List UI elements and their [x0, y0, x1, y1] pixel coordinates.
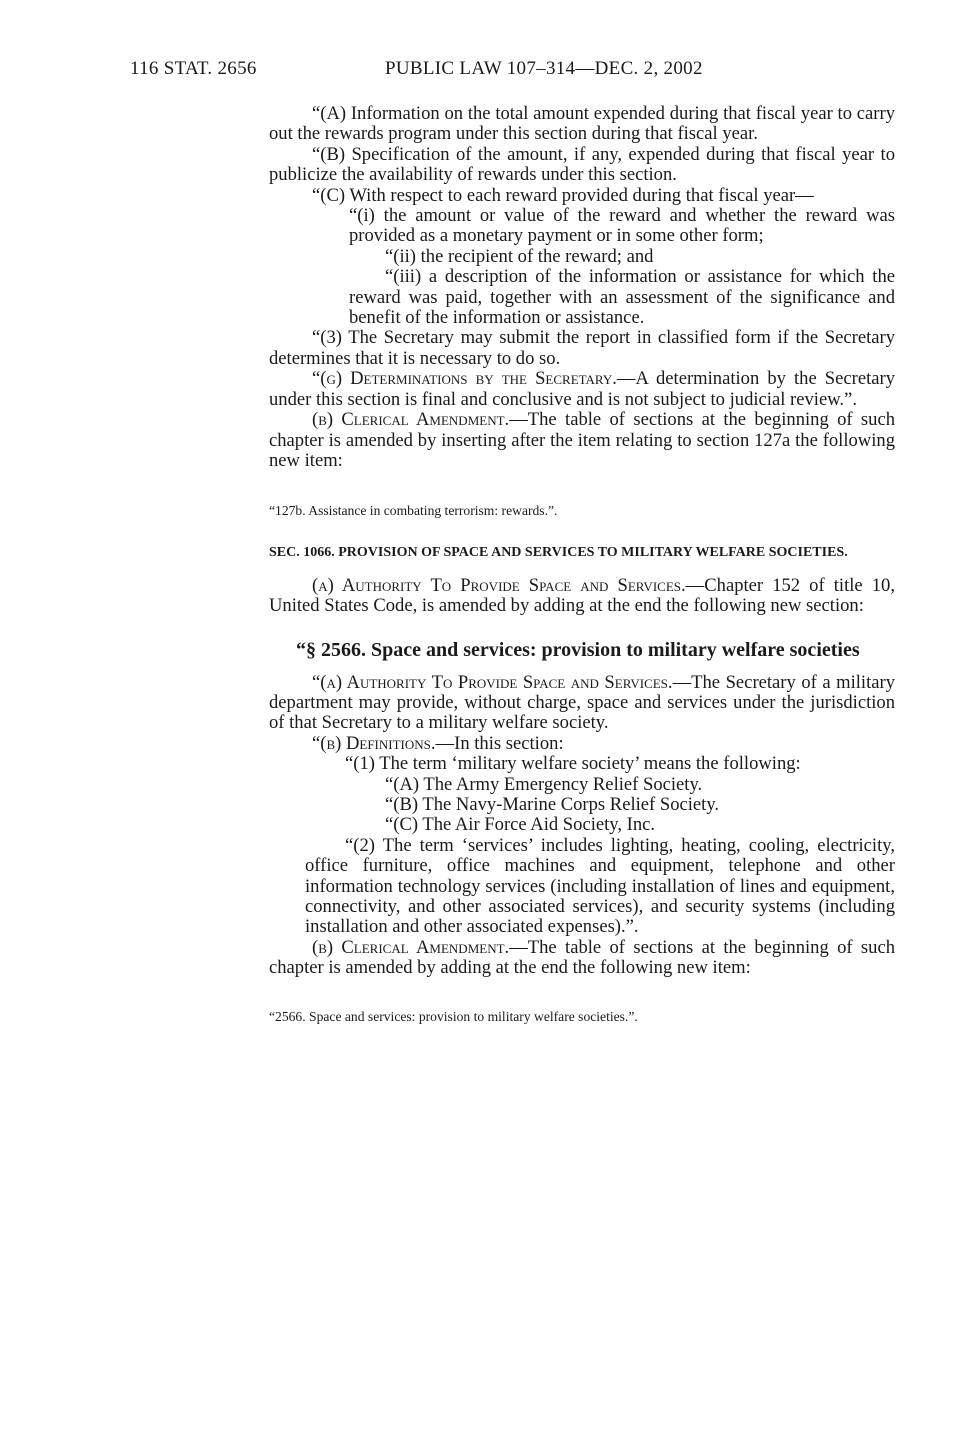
new-item-127b: “127b. Assistance in combating terrorism: rewards.”. [269, 503, 558, 519]
paragraph-3: “(3) The Secretary may submit the report in classified form if the Secretary determines that it is necessary to do so. [269, 327, 895, 369]
definition-1-A: “(A) The Army Emergency Relief Society. [385, 773, 703, 795]
subsection-g-heading: “(g) Determinations by the Secretary. [312, 368, 617, 390]
paragraph-B: “(B) Specification of the amount, if any, expended during that fiscal year to publicize the availability of rewards under this section. [269, 143, 895, 186]
authority-heading: (a) Authority To Provide Space and Services. [312, 574, 686, 596]
quoted-subsection-b [269, 734, 895, 754]
section-2566-title [269, 639, 895, 661]
paragraph-C: “(C) With respect to each reward provided during that fiscal year— [312, 184, 814, 206]
subsection-b-clerical-1 [269, 410, 895, 471]
stat-page-number: 116 STAT. 2656 [130, 58, 257, 79]
subsection-a-authority [269, 576, 895, 617]
paragraph-C-ii: “(ii) the recipient of the reward; and [385, 245, 654, 267]
clerical-amendment-text-2: —The table of sections at the beginning of such chapter is amended by adding at the end the following new item: [269, 936, 895, 979]
public-law-citation: PUBLIC LAW 107–314—DEC. 2, 2002 [385, 58, 703, 79]
section-2566-symbol: “§ 2566. [296, 638, 366, 661]
definition-1-B: “(B) The Navy-Marine Corps Relief Society. [385, 793, 720, 815]
paragraph-A: “(A) Information on the total amount expended during that fiscal year to carry out the rewards program under this section during that fiscal year. [269, 103, 895, 145]
document-body [269, 104, 895, 1027]
quoted-authority-text: —The Secretary of a military department may provide, without charge, space and services under the jurisdiction of that Secretary to a military welfare society. [269, 671, 895, 734]
subsection-g-text: —A determination by the Secretary under this section is final and conclusive and is not subject to judicial review.”. [269, 368, 895, 410]
clerical-amendment-text-1: —The table of sections at the beginning of such chapter is amended by inserting after the item relating to section 127a the following new item: [269, 409, 895, 471]
paragraph-C-i: “(i) the amount or value of the reward and whether the reward was provided as a monetary payment or in some other form; [349, 205, 895, 247]
clerical-amendment-heading-2: (b) Clerical Amendment. [312, 936, 510, 958]
definition-1: “(1) The term ‘military welfare society’ means the following: [345, 753, 801, 775]
definition-2: “(2) The term ‘services’ includes lighting, heating, cooling, electricity, office furniture, office machines and equipment, telephone and other information technology services (including installation of lines and equipment, connectivity, and other associated services), and security systems (including installation and other associated expenses).”. [305, 834, 895, 938]
new-item-2566: “2566. Space and services: provision to military welfare societies.”. [269, 1008, 638, 1024]
clerical-amendment-heading-1: (b) Clerical Amendment. [312, 409, 510, 431]
section-2566-heading-text: Space and services: provision to military welfare societies [371, 638, 860, 661]
quoted-authority-heading: “(a) Authority To Provide Space and Services. [312, 671, 673, 693]
page-header [130, 58, 830, 84]
definition-1-C: “(C) The Air Force Aid Society, Inc. [385, 814, 656, 836]
definitions-text: —In this section: [435, 732, 564, 754]
definitions-heading: “(b) Definitions. [312, 732, 436, 754]
section-1066-heading: SEC. 1066. PROVISION OF SPACE AND SERVICES TO MILITARY WELFARE SOCIETIES. [269, 544, 848, 560]
authority-text: —Chapter 152 of title 10, United States Code, is amended by adding at the end the following new section: [269, 574, 895, 617]
paragraph-C-iii: “(iii) a description of the information or assistance for which the reward was paid, together with an assessment of the significance and benefit of the information or assistance. [349, 266, 895, 329]
quoted-subsection-a [269, 673, 895, 734]
subsection-b-clerical-2 [269, 938, 895, 979]
subsection-g [269, 369, 895, 410]
